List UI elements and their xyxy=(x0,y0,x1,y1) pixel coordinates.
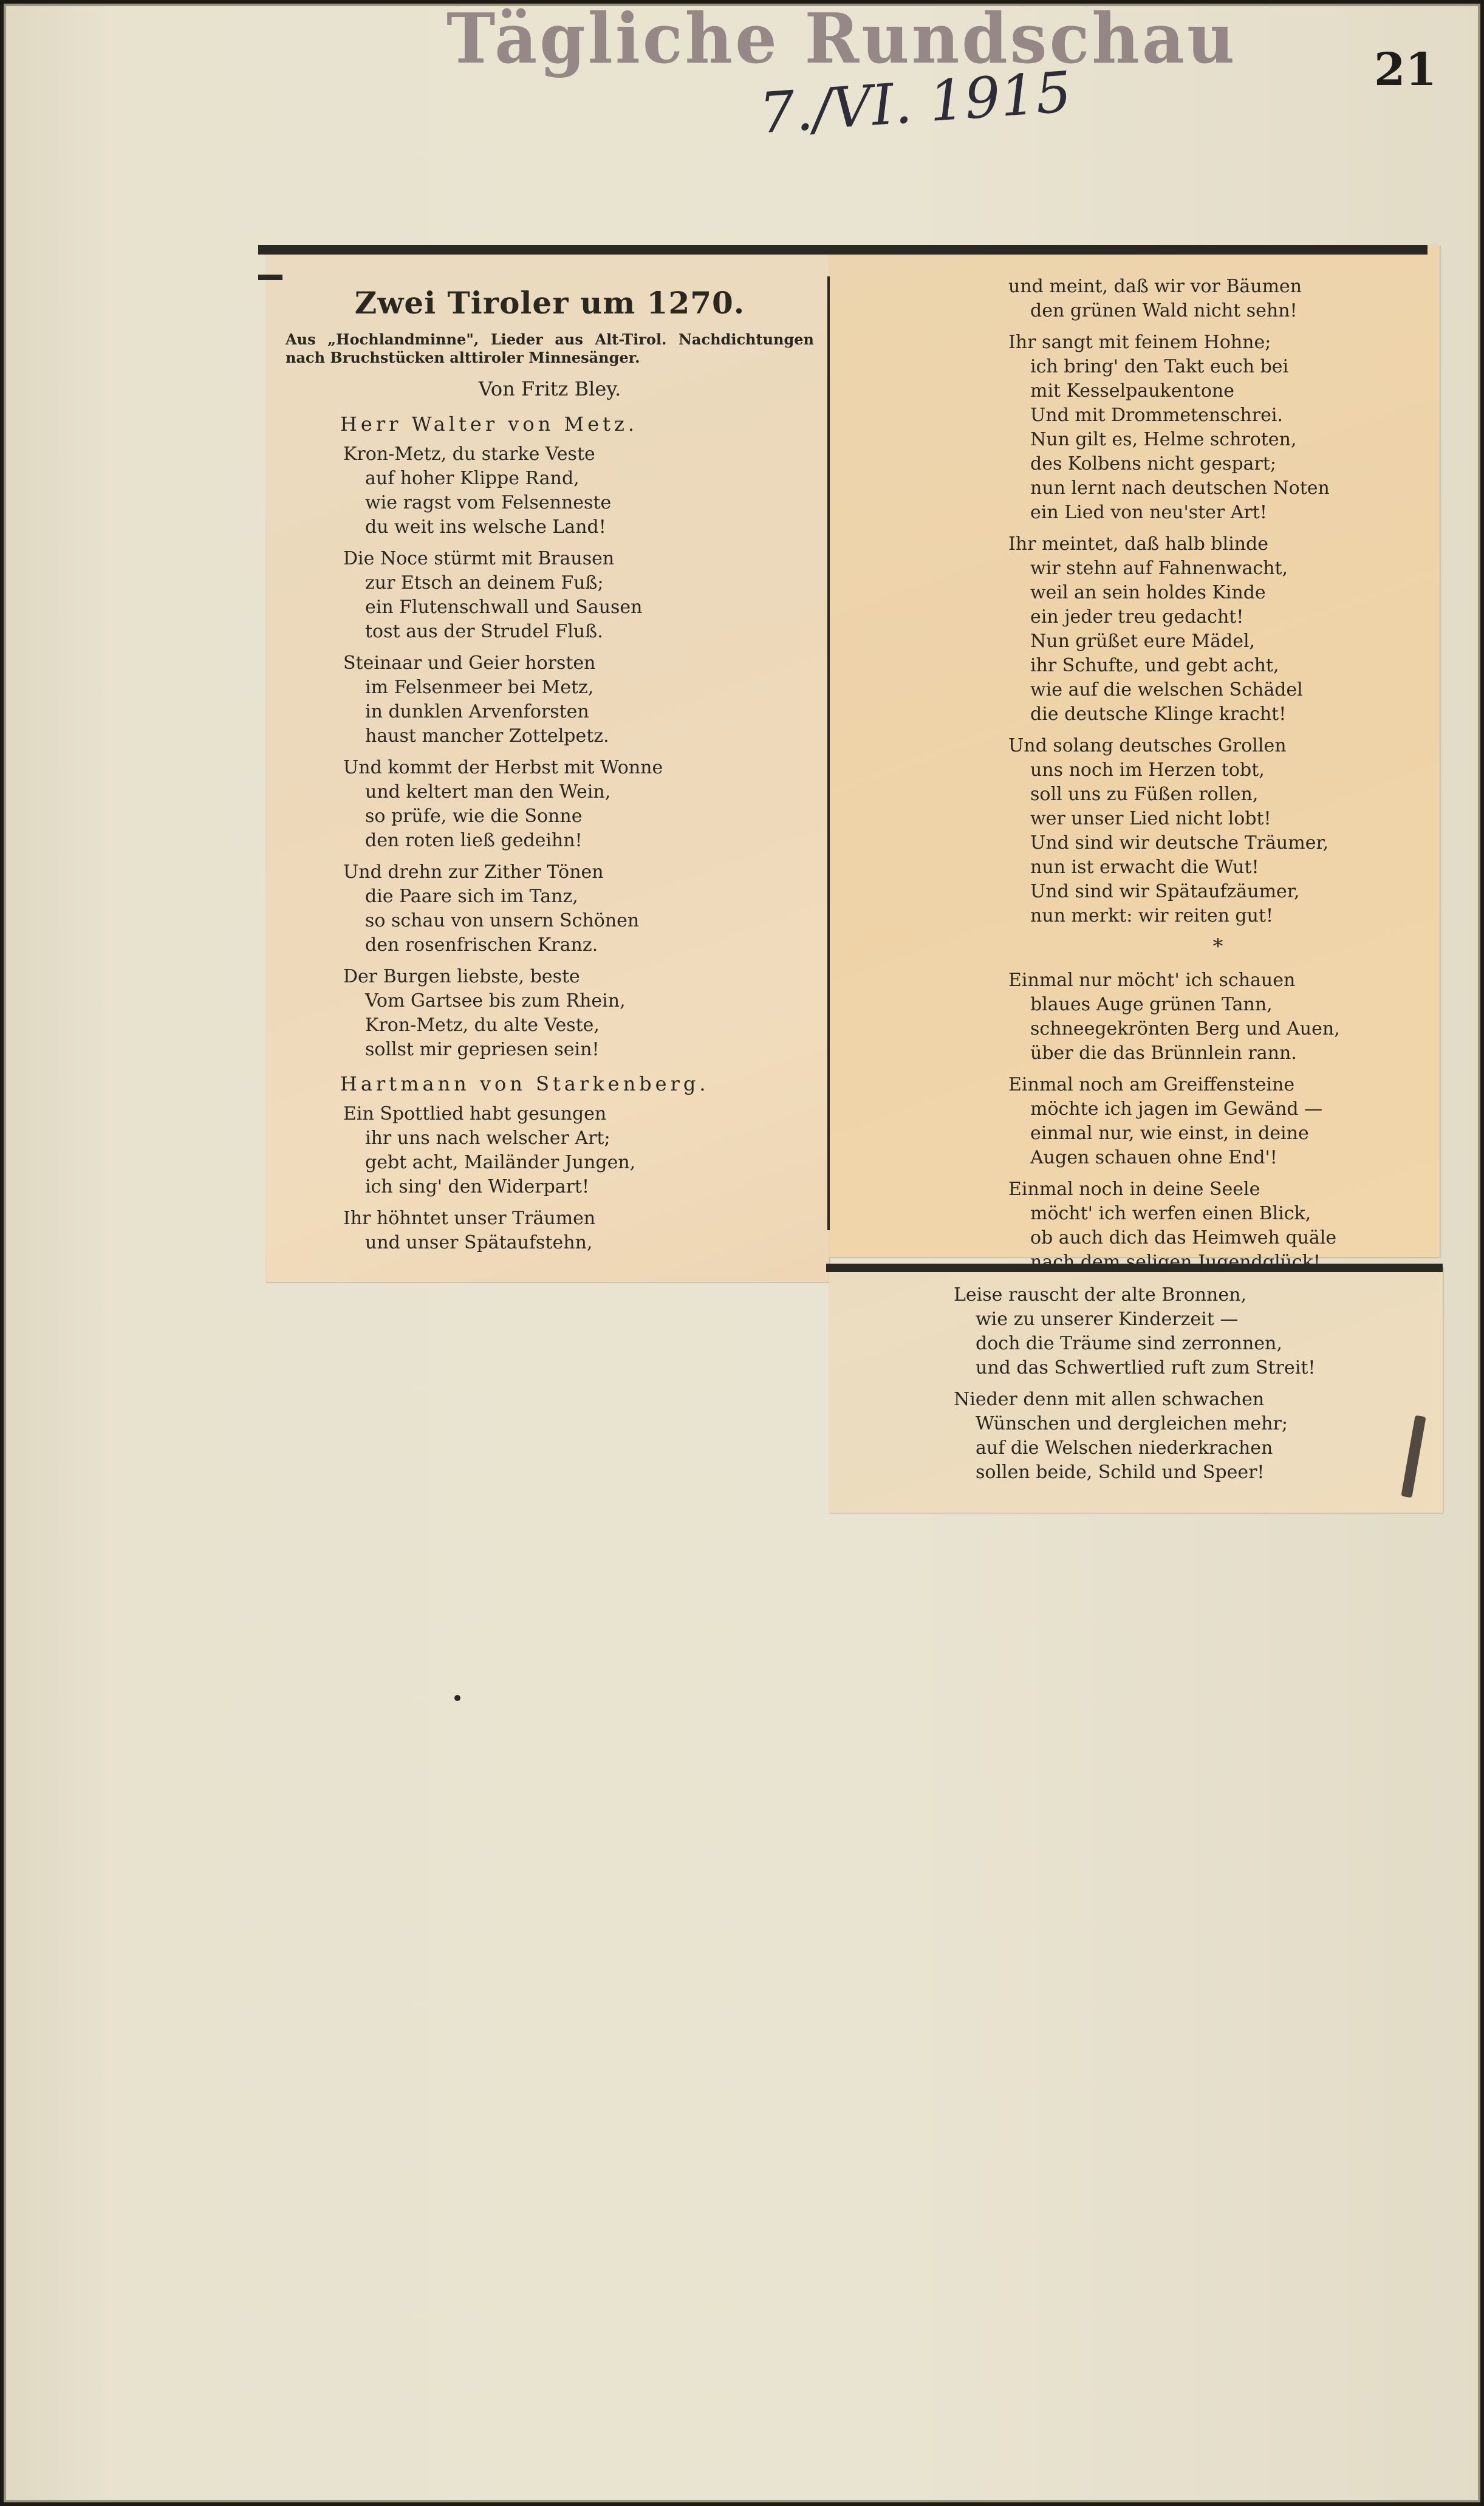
poem-line: und meint, daß wir vor Bäumen xyxy=(1008,276,1302,297)
stanza-group-right xyxy=(1008,275,1428,928)
poem-line: Nun grüßet eure Mädel, xyxy=(1030,631,1256,652)
poem-line: ein Flutenschwall und Sausen xyxy=(365,597,643,618)
poem-line: Einmal nur möcht' ich schauen xyxy=(1008,970,1296,991)
poem-line: wie ragst vom Felsenneste xyxy=(365,492,612,513)
poem-line: Kron-Metz, du alte Veste, xyxy=(365,1015,600,1036)
poem-line: einmal nur, wie einst, in deine xyxy=(1030,1123,1309,1144)
poem-line: den grünen Wald nicht sehn! xyxy=(1030,300,1298,321)
poem-line: blaues Auge grünen Tann, xyxy=(1030,994,1273,1015)
poem-line: tost aus der Strudel Fluß. xyxy=(365,621,603,642)
poem-line: Steinaar und Geier horsten xyxy=(343,652,596,674)
poem-line: ein Lied von neu'ster Art! xyxy=(1030,502,1267,523)
poem-line: die deutsche Klinge kracht! xyxy=(1030,704,1287,725)
poem-line: nun merkt: wir reiten gut! xyxy=(1030,905,1274,926)
stanza-group-walter xyxy=(286,442,814,1062)
poem-line: ob auch dich das Heimweh quäle xyxy=(1030,1227,1337,1248)
poem-line: so prüfe, wie die Sonne xyxy=(365,806,583,827)
stanza xyxy=(1008,275,1428,323)
poem-line: Und solang deutsches Grollen xyxy=(1008,735,1287,756)
article-author: Von Fritz Bley. xyxy=(478,377,621,400)
poem-line: schneegekrönten Berg und Auen, xyxy=(1030,1018,1340,1039)
stanza xyxy=(1008,532,1428,727)
section-heading-walter: Herr Walter von Metz. xyxy=(340,413,638,436)
poem-column-left xyxy=(286,284,814,1262)
newspaper-stamp: Tägliche Rundschau xyxy=(446,0,1237,80)
stanza-group-hartmann xyxy=(286,1102,814,1255)
poem-line: mit Kesselpaukentone xyxy=(1030,380,1234,402)
stanza xyxy=(343,442,814,539)
top-double-rule xyxy=(258,245,1428,255)
stanza xyxy=(1008,734,1428,928)
poem-line: doch die Träume sind zerronnen, xyxy=(976,1333,1282,1354)
poem-column-right xyxy=(1008,275,1428,1282)
poem-line: wer unser Lied nicht lobt! xyxy=(1030,808,1271,829)
corner-dash xyxy=(258,275,282,280)
poem-line: Der Burgen liebste, beste xyxy=(343,966,580,987)
stanza xyxy=(1008,1073,1428,1170)
poem-line: uns noch im Herzen tobt, xyxy=(1030,759,1265,781)
poem-line: zur Etsch an deinem Fuß; xyxy=(365,572,604,594)
stanza xyxy=(343,860,814,957)
poem-line: im Felsenmeer bei Metz, xyxy=(365,677,594,698)
poem-line: du weit ins welsche Land! xyxy=(365,516,606,538)
section-heading-hartmann: Hartmann von Starkenberg. xyxy=(340,1072,710,1095)
poem-line: Wünschen und dergleichen mehr; xyxy=(976,1413,1288,1434)
poem-line: Ihr höhntet unser Träumen xyxy=(343,1208,596,1229)
poem-line: ein jeder treu gedacht! xyxy=(1030,606,1244,628)
stanza xyxy=(1008,968,1428,1066)
stanza xyxy=(343,547,814,644)
poem-line: nun lernt nach deutschen Noten xyxy=(1030,478,1330,499)
poem-line: Einmal noch in deine Seele xyxy=(1008,1179,1260,1200)
poem-line: ich sing' den Widerpart! xyxy=(365,1176,590,1197)
stanza-separator: * xyxy=(1212,934,1223,959)
poem-line: möchte ich jagen im Gewänd — xyxy=(1030,1098,1323,1120)
poem-line: Nun gilt es, Helme schroten, xyxy=(1030,429,1297,450)
poem-line: Vom Gartsee bis zum Rhein, xyxy=(365,990,626,1012)
stanza xyxy=(1008,330,1428,525)
poem-line: gebt acht, Mailänder Jungen, xyxy=(365,1152,636,1173)
poem-line: wie zu unserer Kinderzeit — xyxy=(976,1309,1239,1330)
poem-line: in dunklen Arvenforsten xyxy=(365,701,589,722)
poem-line: Und kommt der Herbst mit Wonne xyxy=(343,757,663,778)
article-subtitle: Aus „Hochlandminne", Lieder aus Alt-Tirol. Nachdichtungen nach Bruchstücken alttiroler Minnesänger. xyxy=(286,330,814,366)
stanza xyxy=(343,1207,814,1255)
poem-line: und keltert man den Wein, xyxy=(365,781,611,803)
page-number: 21 xyxy=(1374,44,1437,96)
poem-line: wie auf die welschen Schädel xyxy=(1030,679,1303,700)
stanza xyxy=(343,756,814,853)
poem-line: möcht' ich werfen einen Blick, xyxy=(1030,1203,1311,1224)
poem-line: nun ist erwacht die Wut! xyxy=(1030,857,1259,878)
stanza xyxy=(954,1388,1434,1485)
poem-line: sollen beide, Schild und Speer! xyxy=(976,1462,1265,1483)
stanza xyxy=(343,651,814,748)
poem-line: sollst mir gepriesen sein! xyxy=(365,1039,600,1060)
poem-line: auf die Welschen niederkrachen xyxy=(976,1437,1273,1459)
poem-line: auf hoher Klippe Rand, xyxy=(365,468,580,489)
poem-line: die Paare sich im Tanz, xyxy=(365,886,578,907)
poem-line: über die das Brünnlein rann. xyxy=(1030,1042,1297,1064)
poem-line: soll uns zu Füßen rollen, xyxy=(1030,784,1259,805)
poem-line: ich bring' den Takt euch bei xyxy=(1030,356,1289,377)
poem-line: weil an sein holdes Kinde xyxy=(1030,582,1266,603)
poem-line: Und sind wir deutsche Träumer, xyxy=(1030,832,1329,854)
poem-line: den roten ließ gedeihn! xyxy=(365,830,583,851)
poem-line: des Kolbens nicht gespart; xyxy=(1030,453,1276,474)
column-divider xyxy=(827,276,830,1230)
handwritten-date: 7./VI. 1915 xyxy=(757,59,1074,146)
poem-line: ihr uns nach welscher Art; xyxy=(365,1128,610,1149)
poem-column-bottom xyxy=(954,1283,1434,1492)
poem-line: und das Schwertlied ruft zum Streit! xyxy=(976,1357,1316,1378)
poem-line: Ihr sangt mit feinem Hohne; xyxy=(1008,332,1271,353)
stanza xyxy=(343,1102,814,1199)
pin-hole xyxy=(454,1695,460,1701)
poem-line: Kron-Metz, du starke Veste xyxy=(343,443,595,465)
stanza-group-bottom xyxy=(954,1283,1434,1485)
poem-line: Und drehn zur Zither Tönen xyxy=(343,861,604,883)
poem-line: Ein Spottlied habt gesungen xyxy=(343,1103,607,1125)
stanza xyxy=(954,1283,1434,1380)
poem-line: Und sind wir Spätaufzäumer, xyxy=(1030,881,1300,902)
poem-line: Und mit Drommetenschrei. xyxy=(1030,405,1283,426)
poem-line: Leise rauscht der alte Bronnen, xyxy=(954,1284,1246,1306)
poem-line: so schau von unsern Schönen xyxy=(365,910,640,931)
stanza xyxy=(343,965,814,1062)
poem-line: haust mancher Zottelpetz. xyxy=(365,725,609,747)
poem-line: und unser Spätaufstehn, xyxy=(365,1232,593,1253)
article-title: Zwei Tiroler um 1270. xyxy=(354,285,745,321)
poem-line: Augen schauen ohne End'! xyxy=(1030,1147,1277,1168)
stanza-group-right-2 xyxy=(1008,968,1428,1275)
poem-line: nach dem seligen Jugendglück! xyxy=(1030,1251,1321,1273)
poem-line: den rosenfrischen Kranz. xyxy=(365,934,598,956)
poem-line: Nieder denn mit allen schwachen xyxy=(954,1389,1265,1410)
stanza xyxy=(1008,1177,1428,1275)
poem-line: Die Noce stürmt mit Brausen xyxy=(343,548,615,569)
poem-line: wir stehn auf Fahnenwacht, xyxy=(1030,558,1288,579)
poem-line: ihr Schufte, und gebt acht, xyxy=(1030,655,1279,676)
poem-line: Einmal noch am Greiffensteine xyxy=(1008,1074,1295,1095)
poem-line: Ihr meintet, daß halb blinde xyxy=(1008,533,1268,555)
